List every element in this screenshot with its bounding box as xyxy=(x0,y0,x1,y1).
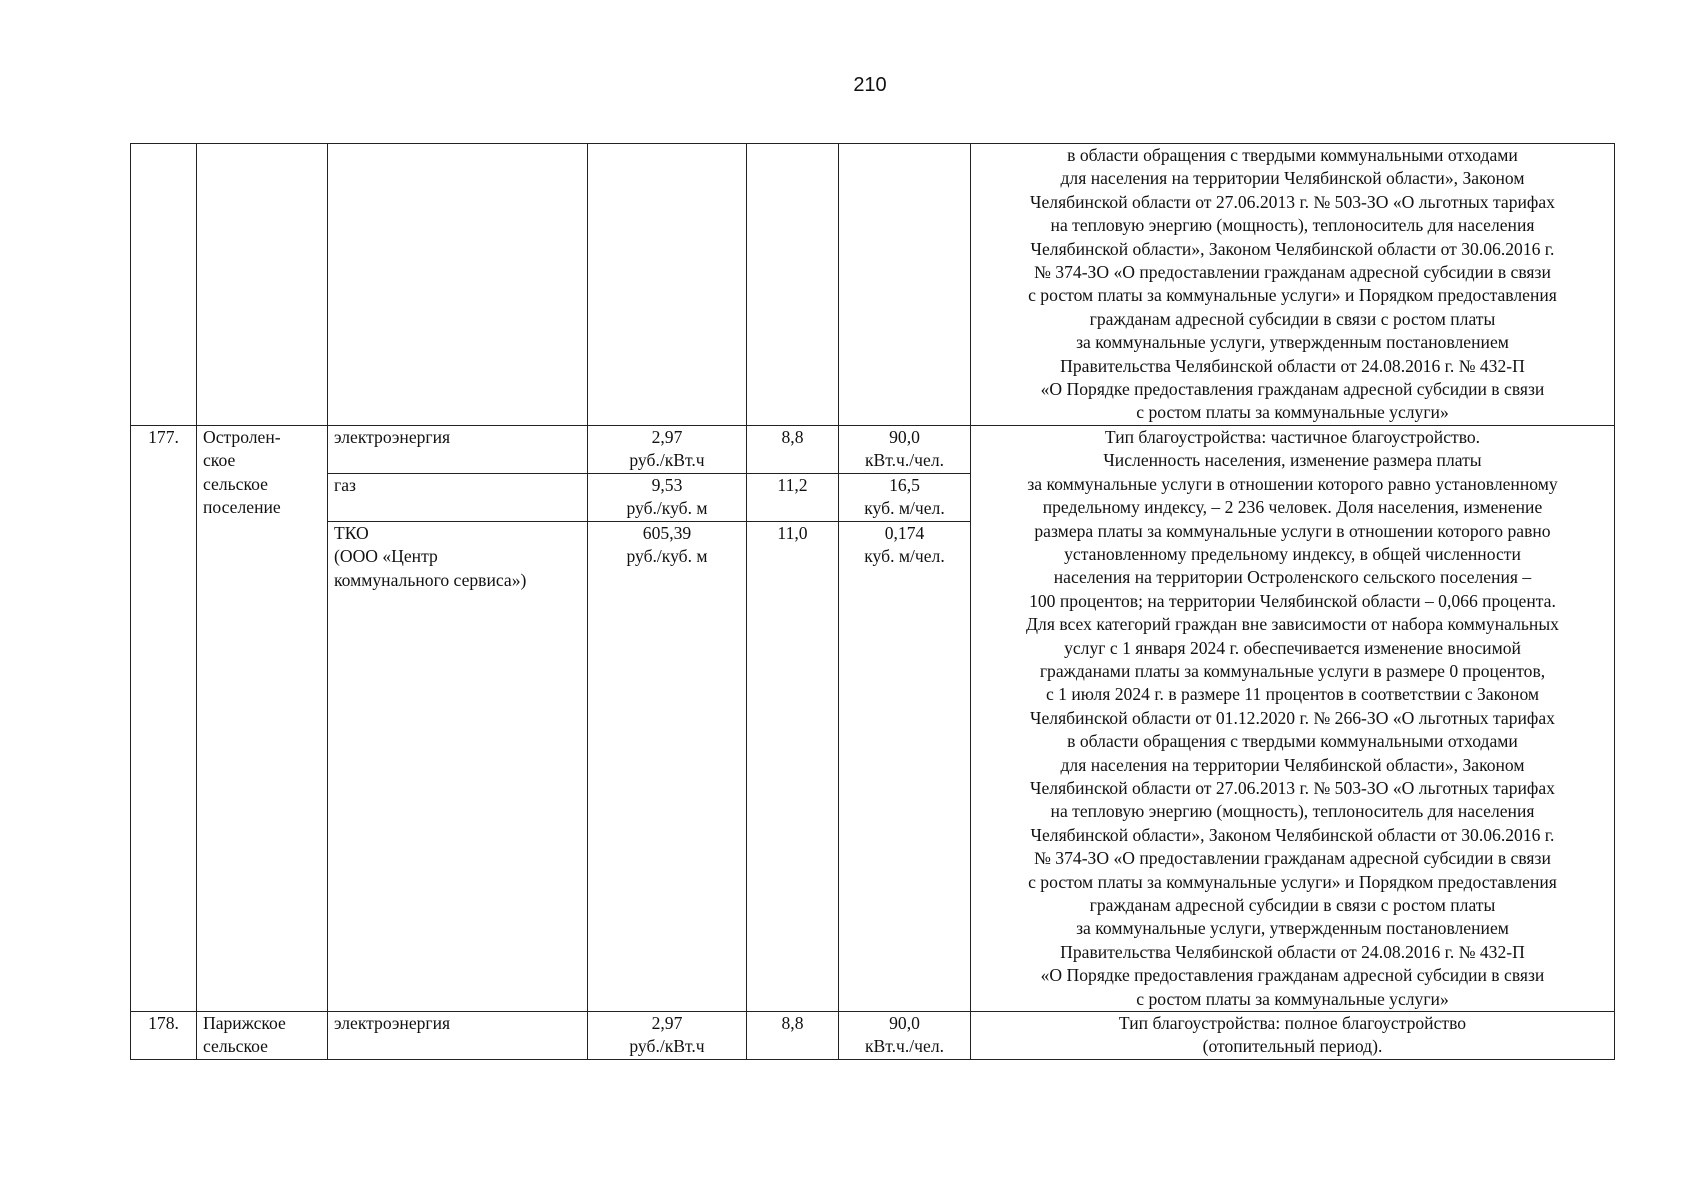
volume-value xyxy=(839,473,971,521)
description-line: гражданами платы за коммунальные услуги в размере 0 процентов, xyxy=(1039,660,1546,681)
service-name: электроэнергия xyxy=(328,1012,588,1060)
description-line: для населения на территории Челябинской области», Законом xyxy=(1060,168,1525,189)
page-number: 210 xyxy=(853,74,887,96)
number-cell xyxy=(131,144,197,426)
description-line: Тип благоустройства: частичное благоустройство. xyxy=(1104,426,1481,447)
index-value: 11,2 xyxy=(747,473,839,521)
description-line: Челябинской области от 01.12.2020 г. № 266-ЗО «О льготных тарифах xyxy=(1030,707,1555,728)
tariff-number: 605,39 xyxy=(642,522,692,543)
description-cell xyxy=(971,1012,1615,1060)
description-line: гражданам адресной субсидии в связи с ростом платы xyxy=(1089,308,1496,329)
continuation-row xyxy=(131,144,1615,426)
municipality-name-text: Парижское сельское xyxy=(203,1013,286,1057)
description-line: за коммунальные услуги в отношении которого равно установленному xyxy=(1027,473,1558,494)
description-line: с ростом платы за коммунальные услуги» xyxy=(1136,402,1449,423)
municipality-name-text: Остролен-ское сельское поселение xyxy=(203,426,281,518)
description-line: услуг с 1 января 2024 г. обеспечивается изменение вносимой xyxy=(1064,637,1521,658)
index-value: 8,8 xyxy=(747,425,839,473)
service-name xyxy=(328,521,588,1011)
description-line: Численность населения, изменение размера платы xyxy=(1103,450,1482,471)
tariff-unit: руб./кВт.ч xyxy=(629,1036,705,1057)
row-number: 178. xyxy=(131,1012,197,1060)
municipality-name xyxy=(197,1012,328,1060)
description-line: «О Порядке предоставления гражданам адресной субсидии в связи xyxy=(1040,379,1545,400)
description-line: с ростом платы за коммунальные услуги» и Порядком предоставления xyxy=(1028,285,1557,306)
volume-number: 0,174 xyxy=(884,522,925,543)
description-line: в области обращения с твердыми коммунальными отходами xyxy=(1067,731,1518,752)
tariff-unit: руб./куб. м xyxy=(626,546,708,567)
description-line: Для всех категорий граждан вне зависимости от набора коммунальных xyxy=(1026,614,1559,635)
tariff-number: 2,97 xyxy=(651,1013,683,1034)
service-name-line: (ООО «Центр xyxy=(334,546,438,567)
description-line: Правительства Челябинской области от 24.08.2016 г. № 432-П xyxy=(1060,941,1525,962)
tariff-value xyxy=(588,521,747,1011)
description-line: Челябинской области», Законом Челябинской области от 30.06.2016 г. xyxy=(1030,238,1555,259)
description-line: Челябинской области», Законом Челябинской области от 30.06.2016 г. xyxy=(1030,824,1555,845)
service-cell xyxy=(328,144,588,426)
description-line: 100 процентов; на территории Челябинской области – 0,066 процента. xyxy=(1029,590,1556,611)
description-line: размера платы за коммунальные услуги в отношении которого равно xyxy=(1034,520,1551,541)
description-line: № 374-ЗО «О предоставлении гражданам адресной субсидии в связи xyxy=(1034,262,1551,283)
service-name-line: ТКО xyxy=(334,522,369,543)
description-line: в области обращения с твердыми коммунальными отходами xyxy=(1067,145,1518,165)
volume-value xyxy=(839,1012,971,1060)
description-line: Челябинской области от 27.06.2013 г. № 503-ЗО «О льготных тарифах xyxy=(1030,777,1555,798)
index-value: 11,0 xyxy=(747,521,839,1011)
volume-number: 90,0 xyxy=(889,426,920,447)
description-line: на тепловую энергию (мощность), теплоноситель для населения xyxy=(1050,215,1535,236)
description-line: для населения на территории Челябинской области», Законом xyxy=(1060,754,1525,775)
description-line: за коммунальные услуги, утвержденным постановлением xyxy=(1076,918,1509,939)
volume-cell xyxy=(839,144,971,426)
tariff-number: 2,97 xyxy=(651,426,683,447)
tariff-value xyxy=(588,1012,747,1060)
volume-number: 90,0 xyxy=(889,1013,920,1034)
row-number: 177. xyxy=(131,425,197,1011)
description-line: предельному индексу, – 2 236 человек. Доля населения, изменение xyxy=(1042,497,1543,518)
description-line: № 374-ЗО «О предоставлении гражданам адресной субсидии в связи xyxy=(1034,848,1551,869)
tariff-number: 9,53 xyxy=(651,474,683,495)
description-line: Правительства Челябинской области от 24.08.2016 г. № 432-П xyxy=(1060,355,1525,376)
volume-unit: кВт.ч./чел. xyxy=(864,1036,945,1057)
municipality-cell xyxy=(197,144,328,426)
description-line: гражданам адресной субсидии в связи с ростом платы xyxy=(1089,895,1496,915)
service-name-line: коммунального сервиса») xyxy=(334,569,527,590)
volume-unit: кВт.ч./чел. xyxy=(864,450,945,471)
tariff-value xyxy=(588,425,747,473)
tariff-unit: руб./кВт.ч xyxy=(629,450,705,471)
description-line: установленному предельному индексу, в общей численности xyxy=(1064,543,1521,564)
description-cell xyxy=(971,144,1615,426)
volume-number: 16,5 xyxy=(889,474,920,495)
description-line: за коммунальные услуги, утвержденным постановлением xyxy=(1076,332,1509,353)
index-cell xyxy=(747,144,839,426)
municipality-name xyxy=(197,425,328,1011)
description-line: с ростом платы за коммунальные услуги» xyxy=(1136,988,1449,1009)
description-line: с ростом платы за коммунальные услуги» и Порядком предоставления xyxy=(1028,871,1557,892)
description-line: Челябинской области от 27.06.2013 г. № 503-ЗО «О льготных тарифах xyxy=(1030,191,1555,212)
volume-unit: куб. м/чел. xyxy=(864,546,945,567)
tariff-table xyxy=(130,143,1615,1060)
tariff-unit: руб./куб. м xyxy=(626,498,708,519)
description-line: (отопительный период). xyxy=(1202,1036,1383,1057)
description-line: Тип благоустройства: полное благоустройство xyxy=(1118,1013,1467,1034)
volume-value xyxy=(839,521,971,1011)
volume-unit: куб. м/чел. xyxy=(864,498,945,519)
table-row xyxy=(131,1012,1615,1060)
service-name: газ xyxy=(328,473,588,521)
service-name: электроэнергия xyxy=(328,425,588,473)
tariff-cell xyxy=(588,144,747,426)
description-line: «О Порядке предоставления гражданам адресной субсидии в связи xyxy=(1040,965,1545,986)
description-line: с 1 июля 2024 г. в размере 11 процентов в соответствии с Законом xyxy=(1045,684,1540,705)
description-line: на тепловую энергию (мощность), теплоноситель для населения xyxy=(1050,801,1535,822)
table-row xyxy=(131,425,1615,473)
tariff-value xyxy=(588,473,747,521)
description-cell xyxy=(971,425,1615,1011)
volume-value xyxy=(839,425,971,473)
description-line: населения на территории Остроленского сельского поселения – xyxy=(1053,567,1532,588)
index-value: 8,8 xyxy=(747,1012,839,1060)
